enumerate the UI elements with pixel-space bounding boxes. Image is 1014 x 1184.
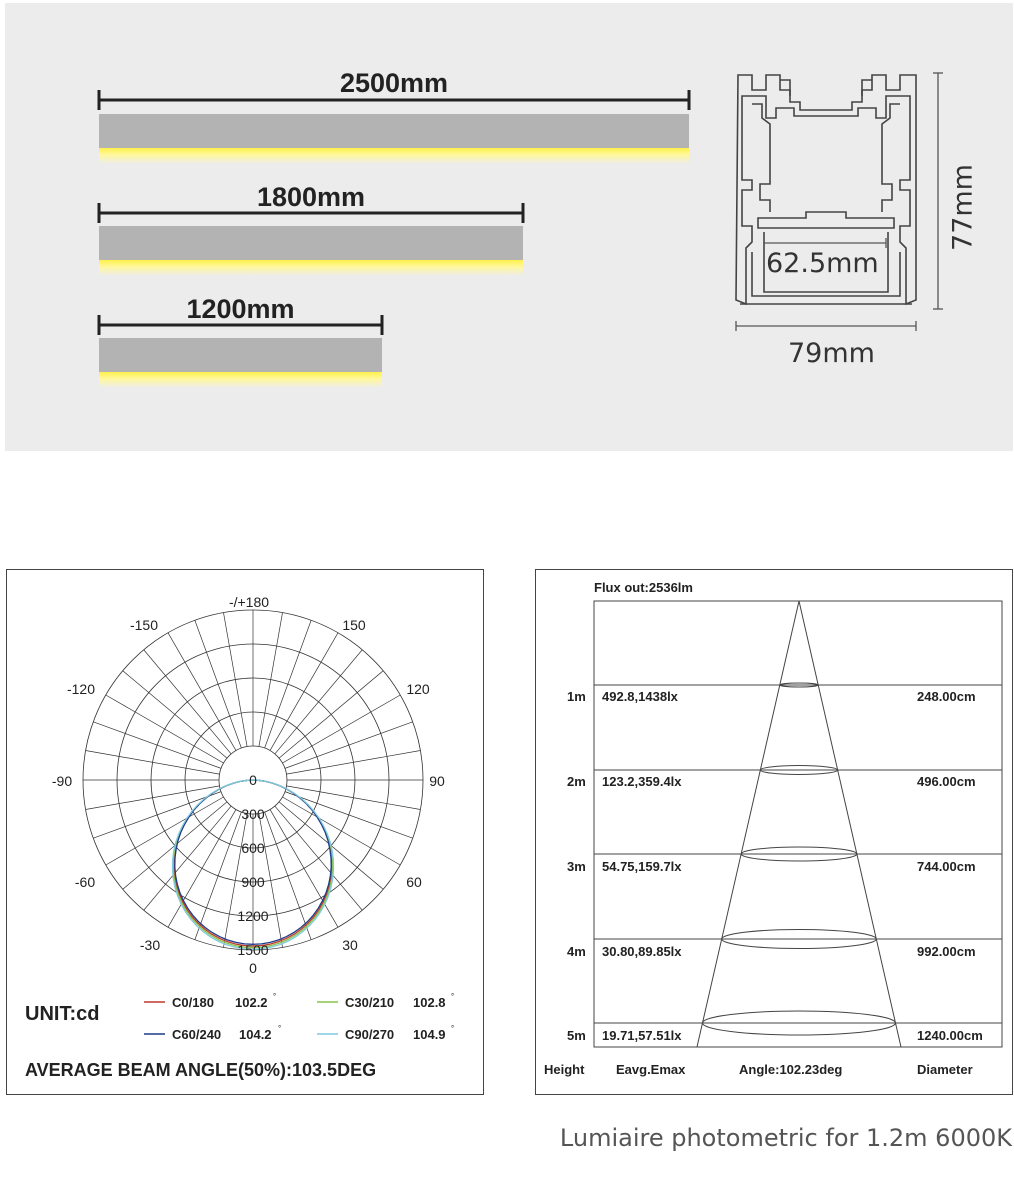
row-diameter-4: 992.00cm — [917, 944, 976, 959]
row-height-5: 5m — [567, 1028, 586, 1043]
polar-spoke — [195, 620, 242, 748]
polar-spoke — [93, 722, 221, 769]
flux-out-label: Flux out:2536lm — [594, 580, 693, 595]
polar-spoke — [195, 812, 242, 940]
angle-label-30: 30 — [342, 937, 358, 953]
profile-width-label: 79mm — [788, 338, 875, 369]
angle-label-neg60: -60 — [74, 874, 96, 890]
footer-eavg: Eavg.Emax — [616, 1062, 686, 1077]
legend-c90-value: 104.9 — [413, 1027, 446, 1042]
polar-spoke — [265, 812, 312, 940]
legend-c0-name: C0/180 — [172, 995, 214, 1010]
angle-label-neg150: -150 — [129, 617, 159, 633]
profile-inner-width-label: 62.5mm — [766, 248, 879, 279]
row-diameter-5: 1240.00cm — [917, 1028, 983, 1043]
unit-label: UNIT:cd — [25, 1003, 100, 1025]
footer-diameter: Diameter — [917, 1062, 973, 1077]
polar-spoke — [285, 792, 413, 839]
bar-2500 — [99, 90, 689, 164]
polar-spoke — [285, 722, 413, 769]
polar-spoke — [286, 750, 420, 774]
bar-1200 — [99, 315, 382, 388]
row-eavg-1: 492.8,1438lx — [602, 689, 678, 704]
polar-spoke — [286, 786, 420, 810]
radial-label-900: 900 — [241, 874, 265, 890]
figure-caption: Lumiaire photometric for 1.2m 6000K — [559, 1124, 1012, 1152]
length-label-1200: 1200mm — [186, 294, 295, 324]
polar-spoke — [282, 797, 400, 865]
polar-legend — [144, 992, 454, 1042]
radial-label-0: 0 — [249, 772, 257, 788]
angle-label-180: -/+180 — [228, 594, 270, 610]
angle-label-120: 120 — [406, 681, 430, 697]
polar-candela-diagram — [6, 569, 484, 1095]
polar-spoke — [265, 620, 312, 748]
radial-label-300: 300 — [241, 806, 265, 822]
row-diameter-2: 496.00cm — [917, 774, 976, 789]
polar-spoke — [168, 633, 236, 751]
illuminance-cone-diagram — [535, 569, 1013, 1095]
legend-c60-value: 104.2 — [239, 1027, 272, 1042]
row-height-4: 4m — [567, 944, 586, 959]
angle-label-60: 60 — [406, 874, 422, 890]
polar-spoke — [144, 650, 231, 754]
row-eavg-3: 54.75,159.7lx — [602, 859, 682, 874]
legend-c60-name: C60/240 — [172, 1027, 222, 1042]
polar-spoke — [144, 806, 231, 910]
polar-spoke — [270, 633, 338, 751]
row-eavg-5: 19.71,57.51lx — [602, 1028, 682, 1043]
polar-spoke — [123, 671, 227, 758]
length-label-2500: 2500mm — [339, 68, 449, 98]
bar-1800 — [99, 203, 523, 276]
legend-c90-name: C90/270 — [345, 1027, 395, 1042]
radial-label-1200: 1200 — [237, 908, 269, 924]
polar-spoke — [106, 695, 224, 763]
angle-label-neg90: -90 — [51, 773, 73, 789]
row-eavg-2: 123.2,359.4lx — [602, 774, 682, 789]
radial-label-1500: 1500 — [237, 942, 269, 958]
row-eavg-4: 30.80,89.85lx — [602, 944, 682, 959]
row-height-1: 1m — [567, 689, 586, 704]
svg-text:°: ° — [451, 992, 455, 1001]
polar-spoke — [86, 786, 220, 810]
polar-spoke — [168, 809, 236, 927]
footer-height: Height — [544, 1062, 585, 1077]
cone-ellipses — [703, 683, 896, 1035]
polar-spoke — [275, 650, 362, 754]
footer-angle: Angle:102.23deg — [739, 1062, 843, 1077]
polar-spoke — [259, 613, 283, 747]
polar-spoke — [93, 792, 221, 839]
profile-height-label: 77mm — [947, 164, 979, 251]
angle-label-neg30: -30 — [139, 937, 161, 953]
row-height-3: 3m — [567, 859, 586, 874]
legend-c0-value: 102.2 — [235, 995, 268, 1010]
polar-spoke — [275, 806, 362, 910]
svg-text:°: ° — [278, 1024, 282, 1033]
average-beam-angle: AVERAGE BEAM ANGLE(50%):103.5DEG — [25, 1060, 377, 1080]
radial-label-600: 600 — [241, 840, 265, 856]
polar-spoke — [270, 809, 338, 927]
angle-label-150: 150 — [342, 617, 366, 633]
polar-spoke — [223, 613, 247, 747]
legend-c30-value: 102.8 — [413, 995, 446, 1010]
row-height-2: 2m — [567, 774, 586, 789]
svg-text:°: ° — [451, 1024, 455, 1033]
polar-spoke — [279, 671, 383, 758]
angle-label-0: 0 — [249, 960, 257, 976]
row-diameter-3: 744.00cm — [917, 859, 976, 874]
svg-text:°: ° — [273, 992, 277, 1001]
angle-label-neg120: -120 — [66, 681, 96, 697]
angle-label-90: 90 — [429, 773, 445, 789]
length-label-1800: 1800mm — [256, 182, 366, 212]
row-diameter-1: 248.00cm — [917, 689, 976, 704]
polar-spoke — [282, 695, 400, 763]
legend-c30-name: C30/210 — [345, 995, 395, 1010]
polar-spoke — [106, 797, 224, 865]
polar-spoke — [86, 750, 220, 774]
